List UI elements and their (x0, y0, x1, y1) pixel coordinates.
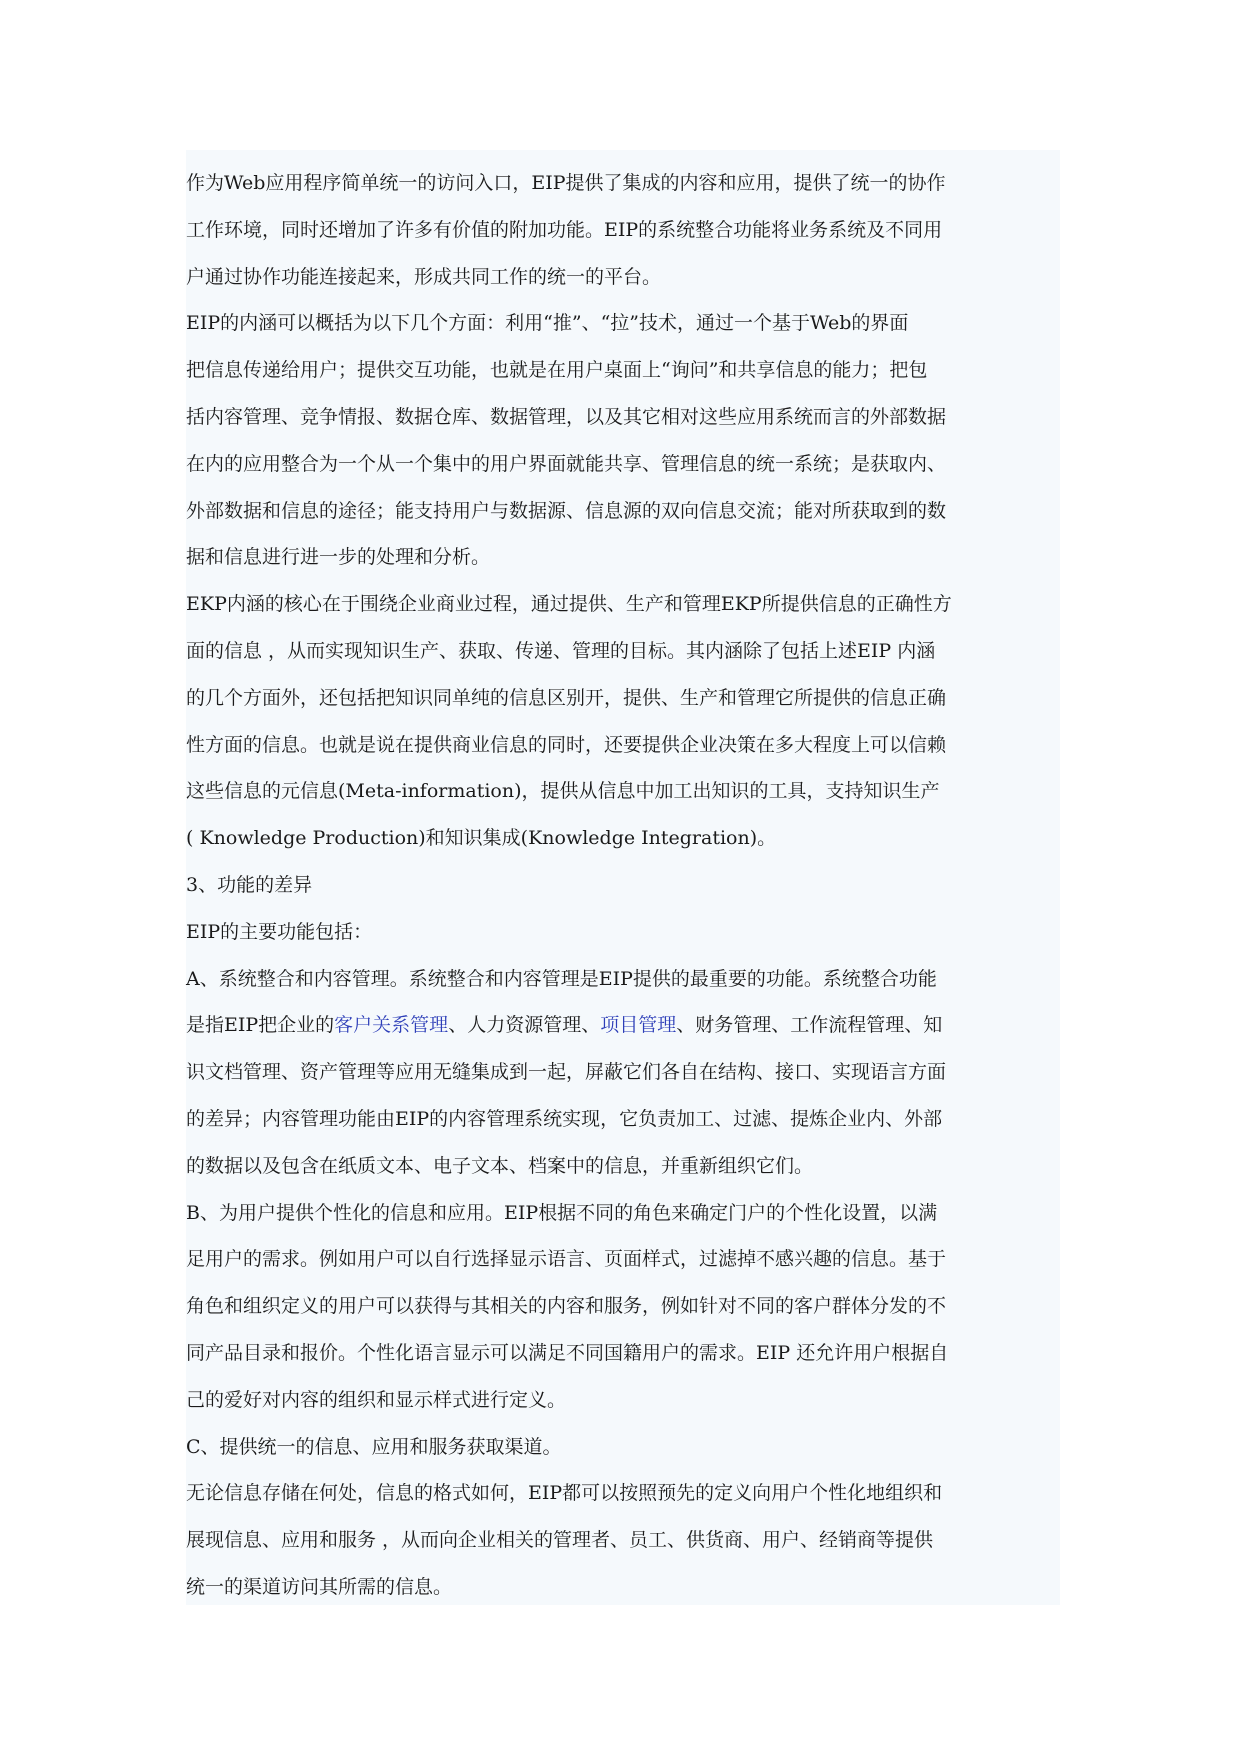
text-line: C、提供统一的信息、应用和服务获取渠道。 (186, 1435, 562, 1458)
text-line: ( Knowledge Production)和知识集成(Knowledge Integration)。 (186, 827, 777, 850)
text-line: 性方面的信息。也就是说在提供商业信息的同时，还要提供企业决策在多大程度上可以信赖 (186, 733, 947, 756)
text-line: 的数据以及包含在纸质文本、电子文本、档案中的信息，并重新组织它们。 (186, 1154, 814, 1177)
text-line: 外部数据和信息的途径；能支持用户与数据源、信息源的双向信息交流；能对所获取到的数 (186, 499, 947, 522)
text-line: 展现信息、应用和服务 ，从而向企业相关的管理者、员工、供货商、用户、经销商等提供 (186, 1529, 934, 1552)
text-segment: 、人力资源管理、 (448, 1014, 601, 1037)
text-line: B、为用户提供个性化的信息和应用。EIP根据不同的角色来确定门户的个性化设置，以满 (186, 1201, 938, 1224)
text-line: 识文档管理、资产管理等应用无缝集成到一起，屏蔽它们各自在结构、接口、实现语言方面 (186, 1061, 947, 1084)
text-line: 的几个方面外，还包括把知识同单纯的信息区别开，提供、生产和管理它所提供的信息正确 (186, 686, 947, 709)
text-line: A、系统整合和内容管理。系统整合和内容管理是EIP提供的最重要的功能。系统整合功能 (186, 967, 937, 990)
text-line: 己的爱好对内容的组织和显示样式进行定义。 (186, 1388, 567, 1411)
text-line-with-links (186, 1002, 1066, 1049)
text-line: 面的信息 ，从而实现知识生产、获取、传递、管理的目标。其内涵除了包括上述EIP 内涵 (186, 639, 936, 662)
text-line: EIP的内涵可以概括为以下几个方面：利用“推”、“拉”技术，通过一个基于Web的界面 (186, 312, 909, 335)
text-line: EKP内涵的核心在于围绕企业商业过程，通过提供、生产和管理EKP所提供信息的正确性方 (186, 593, 952, 616)
text-line: 同产品目录和报价。个性化语言显示可以满足不同国籍用户的需求。EIP 还允许用户根据自 (186, 1341, 949, 1364)
project-management-link[interactable]: 项目管理 (600, 1014, 677, 1037)
text-line: 的差异；内容管理功能由EIP的内容管理系统实现，它负责加工、过滤、提炼企业内、外部 (186, 1107, 943, 1130)
crm-link[interactable]: 客户关系管理 (334, 1014, 449, 1037)
section-heading: 3、功能的差异 (186, 873, 313, 896)
document-body (186, 160, 1066, 1611)
text-line: 在内的应用整合为一个从一个集中的用户界面就能共享、管理信息的统一系统；是获取内、 (186, 452, 947, 475)
text-line: 统一的渠道访问其所需的信息。 (186, 1575, 453, 1598)
text-line: 工作环境，同时还增加了许多有价值的附加功能。EIP的系统整合功能将业务系统及不同用 (186, 218, 943, 241)
text-line: 无论信息存储在何处，信息的格式如何，EIP都可以按照预先的定义向用户个性化地组织和 (186, 1482, 943, 1505)
text-line: 作为Web应用程序简单统一的访问入口，EIP提供了集成的内容和应用，提供了统一的协作 (186, 172, 946, 194)
text-line: 括内容管理、竞争情报、数据仓库、数据管理，以及其它相对这些应用系统而言的外部数据 (186, 405, 947, 428)
text-line: 这些信息的元信息(Meta-information)，提供从信息中加工出知识的工具，支持知识生产 (186, 780, 940, 803)
text-line: EIP的主要功能包括： (186, 920, 373, 943)
text-line: 据和信息进行进一步的处理和分析。 (186, 546, 491, 569)
text-line: 角色和组织定义的用户可以获得与其相关的内容和服务，例如针对不同的客户群体分发的不 (186, 1295, 947, 1318)
text-segment: 、财务管理、工作流程管理、知 (676, 1014, 943, 1037)
text-line: 足用户的需求。例如用户可以自行选择显示语言、页面样式，过滤掉不感兴趣的信息。基于 (186, 1248, 947, 1271)
text-line: 把信息传递给用户；提供交互功能，也就是在用户桌面上“询问”和共享信息的能力；把包 (186, 359, 928, 382)
text-segment: 是指EIP把企业的 (186, 1014, 335, 1037)
text-line: 户通过协作功能连接起来，形成共同工作的统一的平台。 (186, 265, 662, 288)
